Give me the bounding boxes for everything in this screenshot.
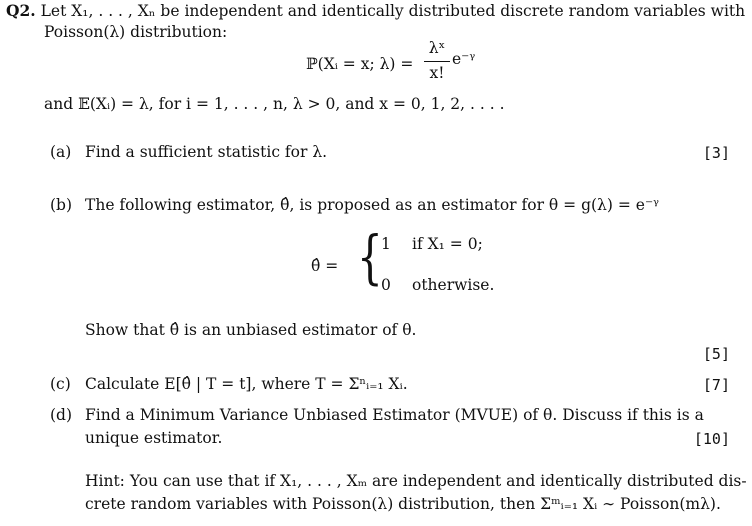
- part-b-show-text: Show that θ̂ is an unbiased estimator of θ.: [85, 321, 417, 339]
- pmf-fraction-bar: [424, 61, 450, 62]
- part-c-label: (c): [50, 375, 71, 393]
- part-b-text: The following estimator, θ̂, is proposed as an estimator for θ = g(λ) = e⁻ᵞ: [85, 196, 659, 214]
- question-label: Q2.: [6, 1, 36, 20]
- pmf-lhs: ℙ(Xᵢ = x; λ) =: [306, 55, 414, 73]
- hint-line-2: crete random variables with Poisson(λ) distribution, then Σᵐᵢ₌₁ Xᵢ ∼ Poisson(mλ).: [85, 495, 721, 513]
- part-b-marks: [5]: [702, 345, 730, 363]
- part-b-label: (b): [50, 196, 73, 214]
- part-a-text: Find a sufficient statistic for λ.: [85, 143, 328, 161]
- case-2-value: 0: [381, 276, 391, 294]
- pmf-exponential: e⁻ᵞ: [452, 50, 476, 68]
- part-d-marks: [10]: [693, 430, 730, 448]
- part-c-marks: [7]: [702, 376, 730, 394]
- part-d-text-line-1: Find a Minimum Variance Unbiased Estimator (MVUE) of θ. Discuss if this is a: [85, 406, 704, 424]
- part-a-label: (a): [50, 143, 72, 161]
- pmf-numerator: λˣ: [428, 39, 446, 57]
- case-1-value: 1: [381, 235, 391, 253]
- hint-line-1: Hint: You can use that if X₁, . . . , Xₘ are independent and identically distributed dis-: [85, 472, 747, 490]
- conditions-line: and 𝔼(Xᵢ) = λ, for i = 1, . . . , n, λ > 0, and x = 0, 1, 2, . . . .: [44, 95, 505, 113]
- part-c-text: Calculate E[θ̂ | T = t], where T = Σⁿᵢ₌₁ Xᵢ.: [85, 375, 408, 393]
- intro-line-2: Poisson(λ) distribution:: [44, 23, 228, 41]
- part-d-label: (d): [50, 406, 73, 424]
- estimator-lhs: θ̂ =: [311, 257, 339, 275]
- question-header: [6, 1, 745, 20]
- intro-line-1: Let X₁, . . . , Xₙ be independent and identically distributed discrete random variables with: [40, 2, 746, 20]
- part-d-text-line-2: unique estimator.: [85, 429, 223, 447]
- piecewise-brace: {: [357, 223, 383, 291]
- case-2-condition: otherwise.: [412, 276, 495, 294]
- pmf-denominator: x!: [429, 64, 445, 82]
- case-1-condition: if X₁ = 0;: [412, 235, 483, 253]
- part-a-marks: [3]: [702, 144, 730, 162]
